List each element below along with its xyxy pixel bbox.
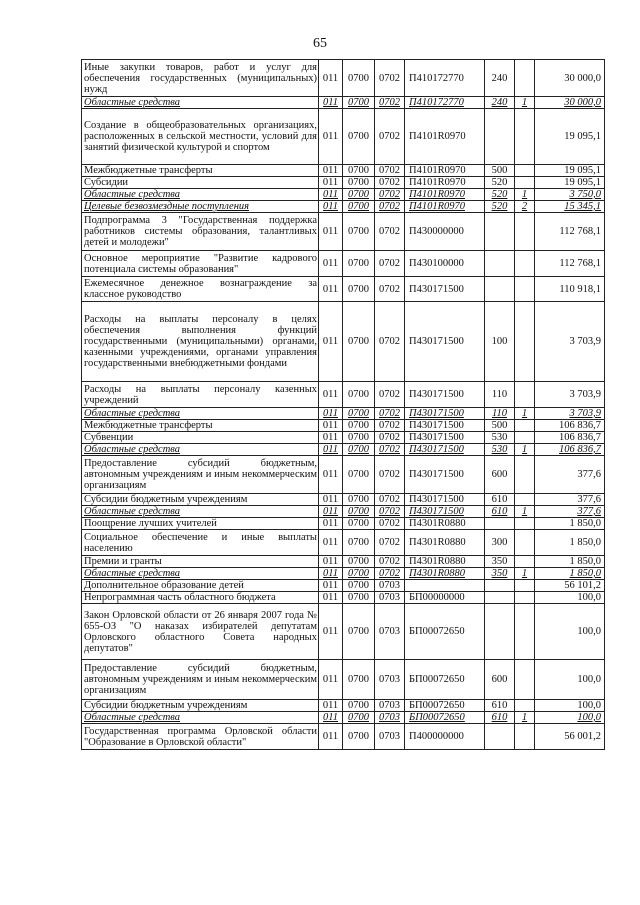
subsection-code-cell: 0702 [375, 201, 405, 213]
expense-name-cell: Непрограммная часть областного бюджета [82, 592, 319, 604]
amount-cell: 3 750,0 [535, 189, 605, 201]
table-row [82, 109, 605, 165]
expense-type-cell: 300 [485, 530, 515, 556]
subsection-code-cell: 0702 [375, 530, 405, 556]
department-code-cell: 011 [319, 506, 343, 518]
table-row [82, 302, 605, 382]
target-article-cell: П430171500 [405, 382, 485, 408]
department-code-cell: 011 [319, 213, 343, 251]
subsection-code-cell: 0702 [375, 506, 405, 518]
funding-source-cell [515, 382, 535, 408]
funding-source-cell [515, 556, 535, 568]
amount-cell: 3 703,9 [535, 382, 605, 408]
expense-name-cell: Основное мероприятие "Развитие кадрового потенциала системы образования" [82, 251, 319, 277]
target-article-cell: БП00072650 [405, 712, 485, 724]
table-row [82, 712, 605, 724]
department-code-cell: 011 [319, 189, 343, 201]
subsection-code-cell: 0702 [375, 213, 405, 251]
funding-source-cell [515, 518, 535, 530]
department-code-cell: 011 [319, 568, 343, 580]
amount-cell: 112 768,1 [535, 251, 605, 277]
expense-name-cell: Межбюджетные трансферты [82, 420, 319, 432]
table-row [82, 456, 605, 494]
table-row [82, 518, 605, 530]
target-article-cell: П430100000 [405, 251, 485, 277]
section-code-cell: 0700 [343, 432, 375, 444]
funding-source-cell [515, 109, 535, 165]
subsection-code-cell: 0703 [375, 712, 405, 724]
department-code-cell: 011 [319, 165, 343, 177]
table-row [82, 408, 605, 420]
subsection-code-cell: 0702 [375, 494, 405, 506]
funding-source-cell [515, 302, 535, 382]
table-row [82, 277, 605, 302]
section-code-cell: 0700 [343, 518, 375, 530]
expense-name-cell: Субвенции [82, 432, 319, 444]
amount-cell: 1 850,0 [535, 518, 605, 530]
amount-cell: 15 345,1 [535, 201, 605, 213]
table-row [82, 420, 605, 432]
table-row [82, 60, 605, 97]
amount-cell: 19 095,1 [535, 109, 605, 165]
department-code-cell: 011 [319, 201, 343, 213]
subsection-code-cell: 0702 [375, 277, 405, 302]
expense-name-cell: Государственная программа Орловской области "Образование в Орловской области" [82, 724, 319, 750]
subsection-code-cell: 0703 [375, 592, 405, 604]
subsection-code-cell: 0702 [375, 109, 405, 165]
subsection-code-cell: 0702 [375, 382, 405, 408]
subsection-code-cell: 0703 [375, 580, 405, 592]
section-code-cell: 0700 [343, 660, 375, 700]
expense-type-cell: 520 [485, 177, 515, 189]
amount-cell: 3 703,9 [535, 302, 605, 382]
target-article-cell: БП00072650 [405, 604, 485, 660]
table-row [82, 201, 605, 213]
funding-source-cell: 1 [515, 97, 535, 109]
amount-cell: 56 101,2 [535, 580, 605, 592]
table-row [82, 444, 605, 456]
department-code-cell: 011 [319, 420, 343, 432]
expense-name-cell: Областные средства [82, 712, 319, 724]
department-code-cell: 011 [319, 580, 343, 592]
expense-type-cell: 100 [485, 302, 515, 382]
funding-source-cell [515, 456, 535, 494]
department-code-cell: 011 [319, 251, 343, 277]
expense-name-cell: Субсидии [82, 177, 319, 189]
subsection-code-cell: 0702 [375, 556, 405, 568]
funding-source-cell [515, 660, 535, 700]
table-row [82, 604, 605, 660]
expense-type-cell: 350 [485, 556, 515, 568]
amount-cell: 377,6 [535, 494, 605, 506]
section-code-cell: 0700 [343, 97, 375, 109]
funding-source-cell: 1 [515, 444, 535, 456]
department-code-cell: 011 [319, 724, 343, 750]
target-article-cell: П430171500 [405, 408, 485, 420]
expense-name-cell: Расходы на выплаты персоналу в целях обеспечения выполнения функций государственными (муниципальными) органами, казенными учреждениями, органами управления государственными внебюджетными фондами [82, 302, 319, 382]
funding-source-cell: 1 [515, 712, 535, 724]
amount-cell: 30 000,0 [535, 60, 605, 97]
amount-cell: 377,6 [535, 506, 605, 518]
section-code-cell: 0700 [343, 700, 375, 712]
page-number: 65 [313, 36, 327, 51]
department-code-cell: 011 [319, 277, 343, 302]
target-article-cell: П430171500 [405, 494, 485, 506]
expense-type-cell: 240 [485, 97, 515, 109]
amount-cell: 19 095,1 [535, 165, 605, 177]
section-code-cell: 0700 [343, 494, 375, 506]
section-code-cell: 0700 [343, 604, 375, 660]
table-row [82, 700, 605, 712]
amount-cell: 1 850,0 [535, 568, 605, 580]
funding-source-cell: 2 [515, 201, 535, 213]
amount-cell: 1 850,0 [535, 556, 605, 568]
department-code-cell: 011 [319, 382, 343, 408]
expense-name-cell: Областные средства [82, 189, 319, 201]
subsection-code-cell: 0702 [375, 408, 405, 420]
amount-cell: 19 095,1 [535, 177, 605, 189]
subsection-code-cell: 0702 [375, 165, 405, 177]
subsection-code-cell: 0702 [375, 432, 405, 444]
funding-source-cell: 1 [515, 506, 535, 518]
funding-source-cell [515, 530, 535, 556]
expense-type-cell: 600 [485, 660, 515, 700]
funding-source-cell: 1 [515, 189, 535, 201]
department-code-cell: 011 [319, 518, 343, 530]
table-row [82, 177, 605, 189]
funding-source-cell [515, 432, 535, 444]
section-code-cell: 0700 [343, 444, 375, 456]
target-article-cell: П430171500 [405, 432, 485, 444]
expense-type-cell [485, 604, 515, 660]
table-row [82, 724, 605, 750]
department-code-cell: 011 [319, 302, 343, 382]
target-article-cell: П4101R0970 [405, 109, 485, 165]
table-row [82, 382, 605, 408]
table-row [82, 97, 605, 109]
section-code-cell: 0700 [343, 302, 375, 382]
section-code-cell: 0700 [343, 408, 375, 420]
funding-source-cell [515, 420, 535, 432]
expense-type-cell [485, 592, 515, 604]
department-code-cell: 011 [319, 109, 343, 165]
target-article-cell: П430171500 [405, 444, 485, 456]
expense-name-cell: Предоставление субсидий бюджетным, автономным учреждениям и иным некоммерческим организациям [82, 660, 319, 700]
expense-type-cell [485, 518, 515, 530]
expense-type-cell: 240 [485, 60, 515, 97]
funding-source-cell [515, 604, 535, 660]
target-article-cell: П4301R0880 [405, 556, 485, 568]
amount-cell: 100,0 [535, 700, 605, 712]
table-row [82, 251, 605, 277]
target-article-cell: П4101R0970 [405, 201, 485, 213]
funding-source-cell [515, 251, 535, 277]
expense-name-cell: Дополнительное образование детей [82, 580, 319, 592]
subsection-code-cell: 0703 [375, 724, 405, 750]
expense-type-cell: 500 [485, 165, 515, 177]
section-code-cell: 0700 [343, 724, 375, 750]
expense-name-cell: Межбюджетные трансферты [82, 165, 319, 177]
table-row [82, 592, 605, 604]
section-code-cell: 0700 [343, 456, 375, 494]
department-code-cell: 011 [319, 456, 343, 494]
target-article-cell: П430171500 [405, 302, 485, 382]
department-code-cell: 011 [319, 592, 343, 604]
expense-name-cell: Подпрограмма 3 "Государственная поддержка работников системы образования, талантливых детей и молодежи" [82, 213, 319, 251]
department-code-cell: 011 [319, 700, 343, 712]
expense-name-cell: Ежемесячное денежное вознаграждение за классное руководство [82, 277, 319, 302]
amount-cell: 110 918,1 [535, 277, 605, 302]
expense-name-cell: Областные средства [82, 444, 319, 456]
table-row [82, 580, 605, 592]
amount-cell: 1 850,0 [535, 530, 605, 556]
section-code-cell: 0700 [343, 213, 375, 251]
section-code-cell: 0700 [343, 530, 375, 556]
subsection-code-cell: 0702 [375, 456, 405, 494]
section-code-cell: 0700 [343, 201, 375, 213]
section-code-cell: 0700 [343, 382, 375, 408]
amount-cell: 56 001,2 [535, 724, 605, 750]
section-code-cell: 0700 [343, 568, 375, 580]
department-code-cell: 011 [319, 177, 343, 189]
target-article-cell: П430171500 [405, 277, 485, 302]
funding-source-cell [515, 165, 535, 177]
target-article-cell: БП00000000 [405, 592, 485, 604]
section-code-cell: 0700 [343, 592, 375, 604]
expense-type-cell [485, 580, 515, 592]
department-code-cell: 011 [319, 432, 343, 444]
department-code-cell: 011 [319, 712, 343, 724]
department-code-cell: 011 [319, 408, 343, 420]
funding-source-cell: 1 [515, 408, 535, 420]
section-code-cell: 0700 [343, 420, 375, 432]
section-code-cell: 0700 [343, 189, 375, 201]
expense-type-cell: 350 [485, 568, 515, 580]
expense-type-cell [485, 277, 515, 302]
section-code-cell: 0700 [343, 712, 375, 724]
table-row [82, 556, 605, 568]
expense-type-cell: 600 [485, 456, 515, 494]
funding-source-cell: 1 [515, 568, 535, 580]
expense-type-cell [485, 724, 515, 750]
department-code-cell: 011 [319, 97, 343, 109]
target-article-cell: П430171500 [405, 420, 485, 432]
amount-cell: 112 768,1 [535, 213, 605, 251]
table-body [82, 60, 605, 750]
expense-name-cell: Областные средства [82, 568, 319, 580]
target-article-cell: П4301R0880 [405, 568, 485, 580]
subsection-code-cell: 0702 [375, 60, 405, 97]
expense-name-cell: Премии и гранты [82, 556, 319, 568]
target-article-cell: П4101R0970 [405, 165, 485, 177]
target-article-cell: БП00072650 [405, 660, 485, 700]
subsection-code-cell: 0702 [375, 251, 405, 277]
expense-type-cell [485, 109, 515, 165]
table-row [82, 494, 605, 506]
subsection-code-cell: 0702 [375, 420, 405, 432]
target-article-cell: П410172770 [405, 97, 485, 109]
expense-name-cell: Областные средства [82, 97, 319, 109]
expense-name-cell: Поощрение лучших учителей [82, 518, 319, 530]
subsection-code-cell: 0702 [375, 177, 405, 189]
funding-source-cell [515, 592, 535, 604]
funding-source-cell [515, 724, 535, 750]
expense-type-cell: 530 [485, 432, 515, 444]
target-article-cell: П430171500 [405, 456, 485, 494]
subsection-code-cell: 0702 [375, 568, 405, 580]
budget-table [81, 59, 605, 750]
table-row [82, 530, 605, 556]
amount-cell: 100,0 [535, 604, 605, 660]
section-code-cell: 0700 [343, 109, 375, 165]
expense-type-cell: 610 [485, 700, 515, 712]
expense-name-cell: Социальное обеспечение и иные выплаты населению [82, 530, 319, 556]
target-article-cell: П4101R0970 [405, 189, 485, 201]
expense-type-cell: 110 [485, 382, 515, 408]
expense-type-cell: 610 [485, 712, 515, 724]
expense-type-cell: 520 [485, 201, 515, 213]
table-row [82, 189, 605, 201]
department-code-cell: 011 [319, 604, 343, 660]
target-article-cell: П4101R0970 [405, 177, 485, 189]
department-code-cell: 011 [319, 494, 343, 506]
amount-cell: 106 836,7 [535, 432, 605, 444]
target-article-cell [405, 580, 485, 592]
expense-type-cell [485, 251, 515, 277]
target-article-cell: П430171500 [405, 506, 485, 518]
amount-cell: 377,6 [535, 456, 605, 494]
subsection-code-cell: 0702 [375, 444, 405, 456]
subsection-code-cell: 0702 [375, 189, 405, 201]
department-code-cell: 011 [319, 60, 343, 97]
department-code-cell: 011 [319, 660, 343, 700]
funding-source-cell [515, 700, 535, 712]
expense-type-cell: 530 [485, 444, 515, 456]
amount-cell: 100,0 [535, 660, 605, 700]
funding-source-cell [515, 177, 535, 189]
department-code-cell: 011 [319, 530, 343, 556]
amount-cell: 100,0 [535, 592, 605, 604]
table-row [82, 432, 605, 444]
section-code-cell: 0700 [343, 580, 375, 592]
expense-type-cell: 520 [485, 189, 515, 201]
section-code-cell: 0700 [343, 165, 375, 177]
target-article-cell: П4301R0880 [405, 518, 485, 530]
expense-type-cell [485, 213, 515, 251]
department-code-cell: 011 [319, 556, 343, 568]
expense-name-cell: Расходы на выплаты персоналу казенных учреждений [82, 382, 319, 408]
amount-cell: 106 836,7 [535, 420, 605, 432]
expense-name-cell: Иные закупки товаров, работ и услуг для обеспечения государственных (муниципальных) нужд [82, 60, 319, 97]
subsection-code-cell: 0703 [375, 660, 405, 700]
subsection-code-cell: 0702 [375, 97, 405, 109]
section-code-cell: 0700 [343, 556, 375, 568]
expense-name-cell: Субсидии бюджетным учреждениям [82, 700, 319, 712]
table-row [82, 165, 605, 177]
section-code-cell: 0700 [343, 277, 375, 302]
expense-type-cell: 610 [485, 506, 515, 518]
expense-name-cell: Создание в общеобразовательных организациях, расположенных в сельской местности, условий для занятий физической культурой и спортом [82, 109, 319, 165]
subsection-code-cell: 0703 [375, 700, 405, 712]
section-code-cell: 0700 [343, 251, 375, 277]
amount-cell: 100,0 [535, 712, 605, 724]
section-code-cell: 0700 [343, 60, 375, 97]
expense-name-cell: Областные средства [82, 506, 319, 518]
table-row [82, 568, 605, 580]
table-row [82, 213, 605, 251]
expense-name-cell: Закон Орловской области от 26 января 2007 года № 655-ОЗ "О наказах избирателей депутатам Орловского областного Совета народных депутатов" [82, 604, 319, 660]
section-code-cell: 0700 [343, 177, 375, 189]
table-row [82, 660, 605, 700]
amount-cell: 106 836,7 [535, 444, 605, 456]
amount-cell: 3 703,9 [535, 408, 605, 420]
target-article-cell: П4301R0880 [405, 530, 485, 556]
expense-name-cell: Субсидии бюджетным учреждениям [82, 494, 319, 506]
funding-source-cell [515, 60, 535, 97]
target-article-cell: П430000000 [405, 213, 485, 251]
department-code-cell: 011 [319, 444, 343, 456]
target-article-cell: П400000000 [405, 724, 485, 750]
funding-source-cell [515, 580, 535, 592]
table-row [82, 506, 605, 518]
section-code-cell: 0700 [343, 506, 375, 518]
funding-source-cell [515, 277, 535, 302]
expense-name-cell: Областные средства [82, 408, 319, 420]
expense-type-cell: 500 [485, 420, 515, 432]
target-article-cell: П410172770 [405, 60, 485, 97]
expense-name-cell: Предоставление субсидий бюджетным, автономным учреждениям и иным некоммерческим организациям [82, 456, 319, 494]
amount-cell: 30 000,0 [535, 97, 605, 109]
target-article-cell: БП00072650 [405, 700, 485, 712]
subsection-code-cell: 0703 [375, 604, 405, 660]
expense-type-cell: 110 [485, 408, 515, 420]
funding-source-cell [515, 494, 535, 506]
subsection-code-cell: 0702 [375, 518, 405, 530]
expense-name-cell: Целевые безвозмездные поступления [82, 201, 319, 213]
expense-type-cell: 610 [485, 494, 515, 506]
subsection-code-cell: 0702 [375, 302, 405, 382]
funding-source-cell [515, 213, 535, 251]
